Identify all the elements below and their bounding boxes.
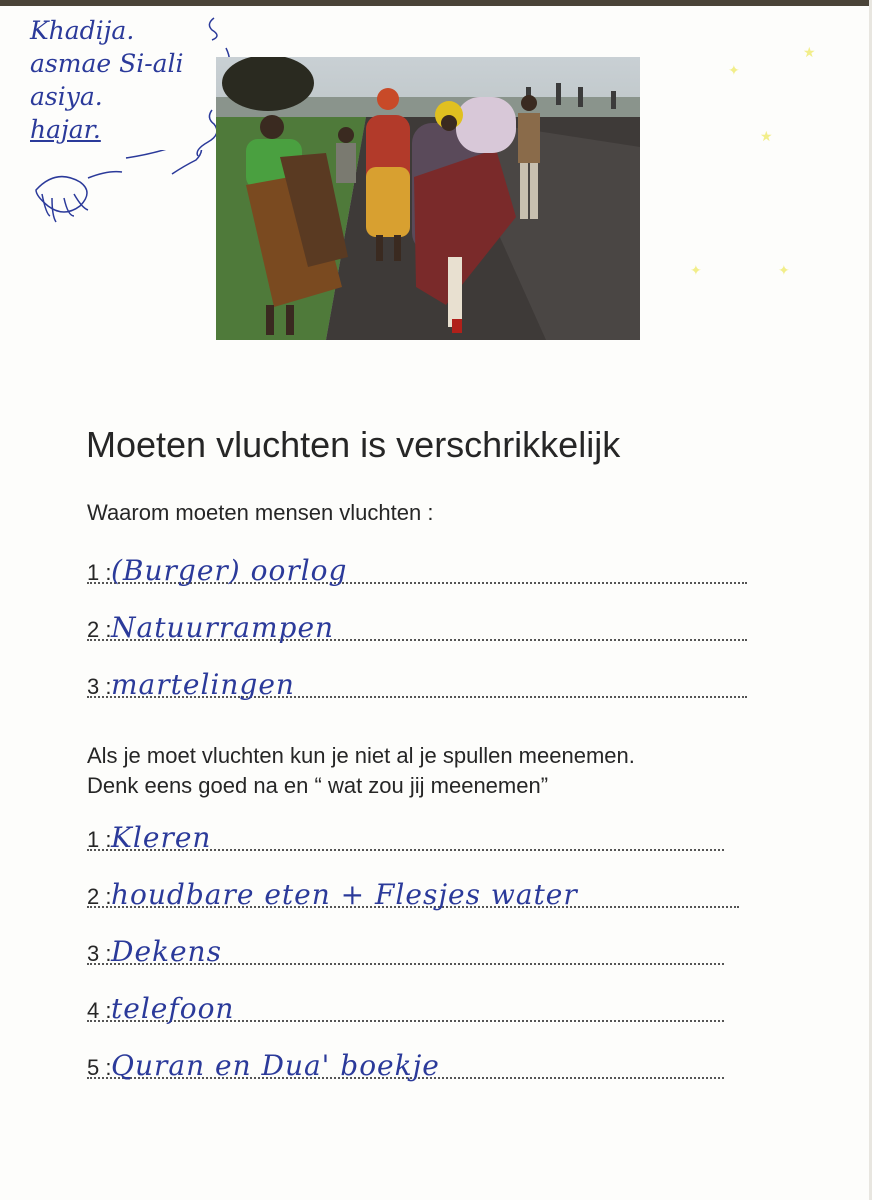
refugees-photo — [216, 57, 640, 340]
handwritten-answer: Kleren — [111, 821, 212, 854]
item-line[interactable] — [87, 986, 724, 1025]
handwritten-answer: Dekens — [111, 935, 222, 968]
name-2: asmae Si-ali — [30, 49, 184, 78]
line-number: 1 : — [87, 560, 112, 585]
handwritten-answer: Quran en Dua' boekje — [111, 1049, 440, 1082]
handwritten-answer: telefoon — [111, 992, 235, 1025]
scan-top-edge — [0, 0, 872, 6]
question-why-flee: Waarom moeten mensen vluchten : — [87, 500, 434, 525]
item-line[interactable] — [87, 815, 724, 854]
handwritten-answer: (Burger) oorlog — [111, 554, 348, 587]
line-number: 2 : — [87, 617, 112, 642]
page-title: Moeten vluchten is verschrikkelijk — [86, 424, 621, 465]
handwritten-answer: martelingen — [111, 668, 295, 701]
handwritten-answer: Natuurrampen — [111, 611, 335, 644]
question-line-2: Denk eens goed na en “ wat zou jij meenemen” — [87, 773, 549, 798]
question-what-to-take — [87, 741, 635, 801]
item-line[interactable] — [87, 929, 724, 968]
item-line[interactable] — [87, 872, 739, 911]
question-line-1: Als je moet vluchten kun je niet al je spullen meenemen. — [87, 743, 635, 768]
reason-line[interactable] — [87, 605, 747, 644]
reason-line[interactable] — [87, 662, 747, 701]
name-4: hajar. — [30, 115, 101, 144]
line-number: 2 : — [87, 884, 112, 909]
line-number: 5 : — [87, 1055, 112, 1080]
line-number: 4 : — [87, 998, 112, 1023]
line-number: 3 : — [87, 941, 112, 966]
line-number: 1 : — [87, 827, 112, 852]
name-3: asiya. — [30, 82, 103, 111]
item-line[interactable] — [87, 1043, 724, 1082]
line-number: 3 : — [87, 674, 112, 699]
reason-line[interactable] — [87, 548, 747, 587]
name-1: Khadija. — [30, 16, 135, 45]
handwritten-answer: houdbare eten + Flesjes water — [111, 878, 578, 911]
